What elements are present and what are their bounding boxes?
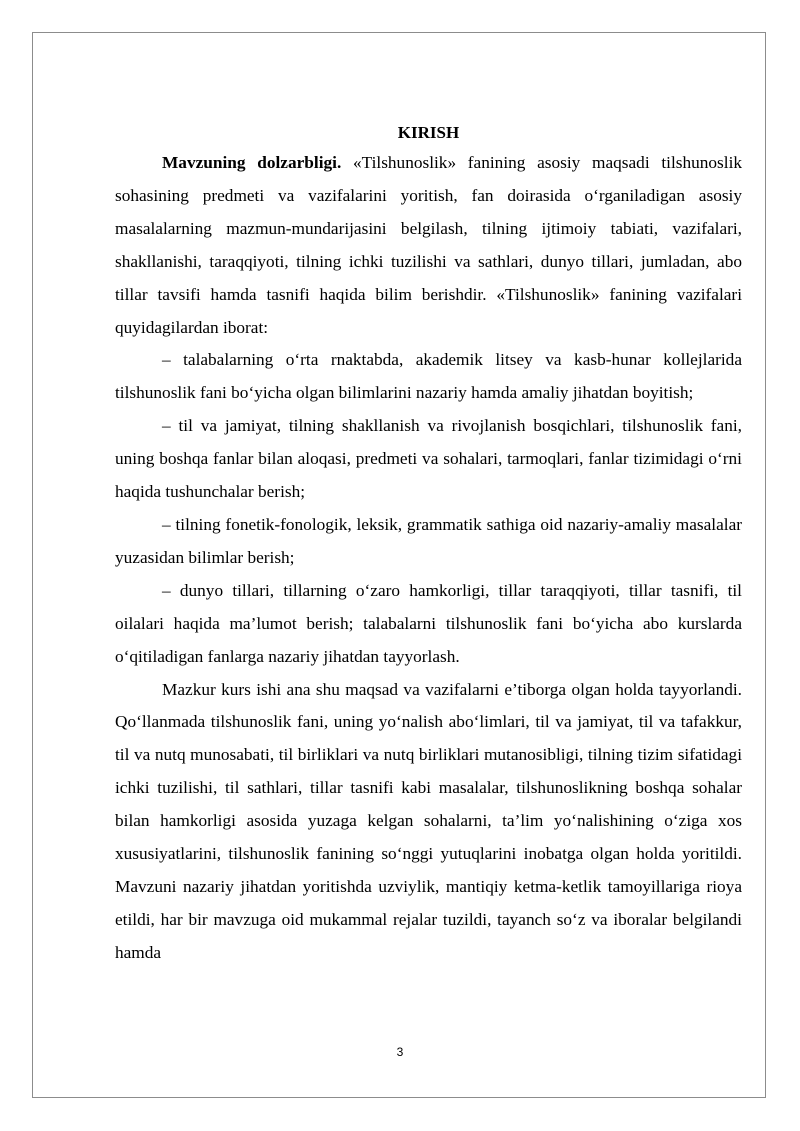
page-title: KIRISH — [397, 123, 460, 142]
page-content — [115, 118, 742, 970]
intro-lead: Mavzuning dolzarbligi. — [162, 153, 342, 172]
list-item: – til va jamiyat, tilning shakllanish va rivojlanish bosqichlari, tilshunoslik fani, uning boshqa fanlar bilan aloqasi, predmeti va sohalari, tarmoqlari, fanlar tizimidagi o‘rni haqida tushunchalar berish; — [115, 416, 742, 502]
page-number: 3 — [396, 1045, 404, 1059]
list-item: – talabalarning o‘rta rnaktabda, akademik litsey va kasb-hunar kollejlarida tilshunoslik fani bo‘yicha olgan bilimlarini nazariy hamda amaliy jihatdan boyitish; — [115, 350, 742, 403]
list-item: – dunyo tillari, tillarning o‘zaro hamkorligi, tillar taraqqiyoti, tillar tasnifi, til oilalari haqida ma’lumot berish; talabalarni tilshunoslik fani bo‘yicha abo kurslarda o‘qitiladigan fanlarga nazariy jihatdan tayyorlash. — [115, 580, 742, 666]
list-item: – tilning fonetik-fonologik, leksik, grammatik sathiga oid nazariy-amaliy masalalar yuzasidan bilimlar berish; — [115, 514, 742, 567]
intro-text: «Tilshunoslik» fanining asosiy maqsadi tilshunoslik sohasining predmeti va vazifalarini yoritish, fan doirasida o‘rganiladigan asosiy masalalarning mazmun-mundarijasini belgilash, tilning ijtimoiy tabiati, vazifalari, shakllanishi, taraqqiyoti, tilning ichki tuzilishi va sathlari, dunyo tillari, jumladan, abo tillar tavsifi hamda tasnifi haqida bilim berishdir. «Tilshunoslik» fanining vazifalari quyidagilardan iborat: — [115, 153, 743, 337]
intro-paragraph — [115, 147, 742, 344]
closing-paragraph: Mazkur kurs ishi ana shu maqsad va vazifalarni e’tiborga olgan holda tayyorlandi. Qo‘llanmada tilshunoslik fani, uning yo‘nalish abo‘limlari, til va jamiyat, til va tafakkur, til va nutq munosabati, til birliklari va nutq birliklari mutanosibligi, tilning tizim sifatidagi ichki tuzilishi, til sathlari, tillar tasnifi kabi masalalar, tilshunoslikning boshqa sohalar bilan hamkorligi asosida yuzaga kelgan sohalarni, ta’lim yo‘nalishining o‘ziga xos xususiyatlarini, tilshunoslik fanining so‘nggi yutuqlarini inobatga olgan holda yoritildi. Mavzuni nazariy jihatdan yoritishda uzviylik, mantiqiy ketma-ketlik tamoyillariga rioya etildi, har bir mavzuga oid mukammal rejalar tuzildi, tayanch so‘z va iboralar belgilandi hamda — [115, 679, 742, 962]
